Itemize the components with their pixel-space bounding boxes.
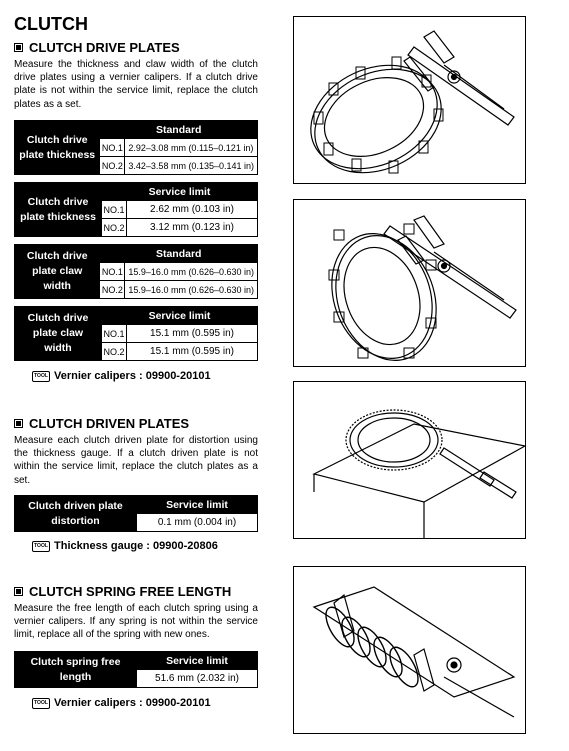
row-value: 2.92–3.08 mm (0.115–0.121 in) — [125, 139, 258, 157]
tool-icon: TOOL — [32, 541, 50, 552]
section-heading-text: CLUTCH SPRING FREE LENGTH — [29, 584, 232, 599]
row-value: 15.9–16.0 mm (0.626–0.630 in) — [125, 263, 258, 281]
row-no: NO.1 — [102, 325, 127, 343]
spec-header: Standard — [100, 121, 258, 139]
section-heading-driven-plates — [14, 416, 189, 431]
spec-table-spring — [14, 651, 258, 688]
tool-note-text: Thickness gauge : 09900-20806 — [54, 540, 218, 552]
spring-paragraph: Measure the free length of each clutch spring using a vernier calipers. If any spring is not within the service limit, replace all of the spring with new ones. — [14, 603, 258, 641]
section-heading-text: CLUTCH DRIVEN PLATES — [29, 416, 190, 431]
spec-table-claw-standard — [14, 244, 258, 299]
illustration-driven-plate-distortion — [293, 381, 526, 539]
row-no: NO.1 — [100, 263, 125, 281]
row-value: 3.42–3.58 mm (0.135–0.141 in) — [125, 157, 258, 175]
illustration-spring-length — [293, 566, 526, 734]
row-value: 15.1 mm (0.595 in) — [127, 343, 258, 361]
row-no: NO.2 — [100, 281, 125, 299]
spec-header: Service limit — [137, 496, 258, 514]
section-square-icon — [14, 419, 23, 428]
row-no: NO.2 — [100, 157, 125, 175]
illustration-drive-plate-claw — [293, 199, 526, 367]
tool-note-text: Vernier calipers : 09900-20101 — [54, 697, 211, 709]
thickness-gauge-illustration — [294, 382, 525, 538]
claw-caliper-illustration — [294, 200, 525, 366]
row-value: 2.62 mm (0.103 in) — [127, 201, 258, 219]
spec-header: Service limit — [102, 183, 258, 201]
spec-label: Clutch drive plate thickness — [15, 121, 100, 175]
tool-note-thickness-gauge — [32, 540, 218, 552]
section-square-icon — [14, 587, 23, 596]
tool-icon: TOOL — [32, 371, 50, 382]
driven-plates-paragraph: Measure each clutch driven plate for distortion using the thickness gauge. If a clutch driven plate is not within the service limit, replace the clutch plates as a set. — [14, 435, 258, 486]
spec-label: Clutch drive plate thickness — [15, 183, 102, 237]
illustration-drive-plate-thickness — [293, 16, 526, 184]
row-no: NO.1 — [100, 139, 125, 157]
row-value: 51.6 mm (2.032 in) — [137, 670, 258, 688]
drive-plate-caliper-illustration — [294, 17, 525, 183]
row-no: NO.2 — [102, 219, 127, 237]
section-heading-drive-plates — [14, 40, 180, 55]
row-value: 15.9–16.0 mm (0.626–0.630 in) — [125, 281, 258, 299]
row-value: 0.1 mm (0.004 in) — [137, 514, 258, 532]
row-no: NO.2 — [102, 343, 127, 361]
section-heading-text: CLUTCH DRIVE PLATES — [29, 40, 180, 55]
spec-label: Clutch drive plate claw width — [15, 307, 102, 361]
spec-label: Clutch drive plate claw width — [15, 245, 100, 299]
tool-note-vernier — [32, 370, 211, 382]
tool-note-text: Vernier calipers : 09900-20101 — [54, 370, 211, 382]
section-heading-spring — [14, 584, 231, 599]
spec-table-thickness-limit — [14, 182, 258, 237]
tool-icon: TOOL — [32, 698, 50, 709]
page-title: CLUTCH — [14, 14, 88, 34]
row-value: 3.12 mm (0.123 in) — [127, 219, 258, 237]
tool-note-vernier-2 — [32, 697, 211, 709]
spec-label: Clutch spring free length — [15, 652, 137, 688]
spring-caliper-illustration — [294, 567, 525, 733]
spec-header: Standard — [100, 245, 258, 263]
spec-header: Service limit — [102, 307, 258, 325]
spec-header: Service limit — [137, 652, 258, 670]
spec-table-distortion — [14, 495, 258, 532]
drive-plates-paragraph: Measure the thickness and claw width of the clutch drive plates using a vernier calipers. If a clutch drive plate is not within the service limit, replace the clutch plates as a set. — [14, 59, 258, 110]
row-value: 15.1 mm (0.595 in) — [127, 325, 258, 343]
section-square-icon — [14, 43, 23, 52]
spec-table-thickness-standard — [14, 120, 258, 175]
row-no: NO.1 — [102, 201, 127, 219]
spec-label: Clutch driven plate distortion — [15, 496, 137, 532]
spec-table-claw-limit — [14, 306, 258, 361]
